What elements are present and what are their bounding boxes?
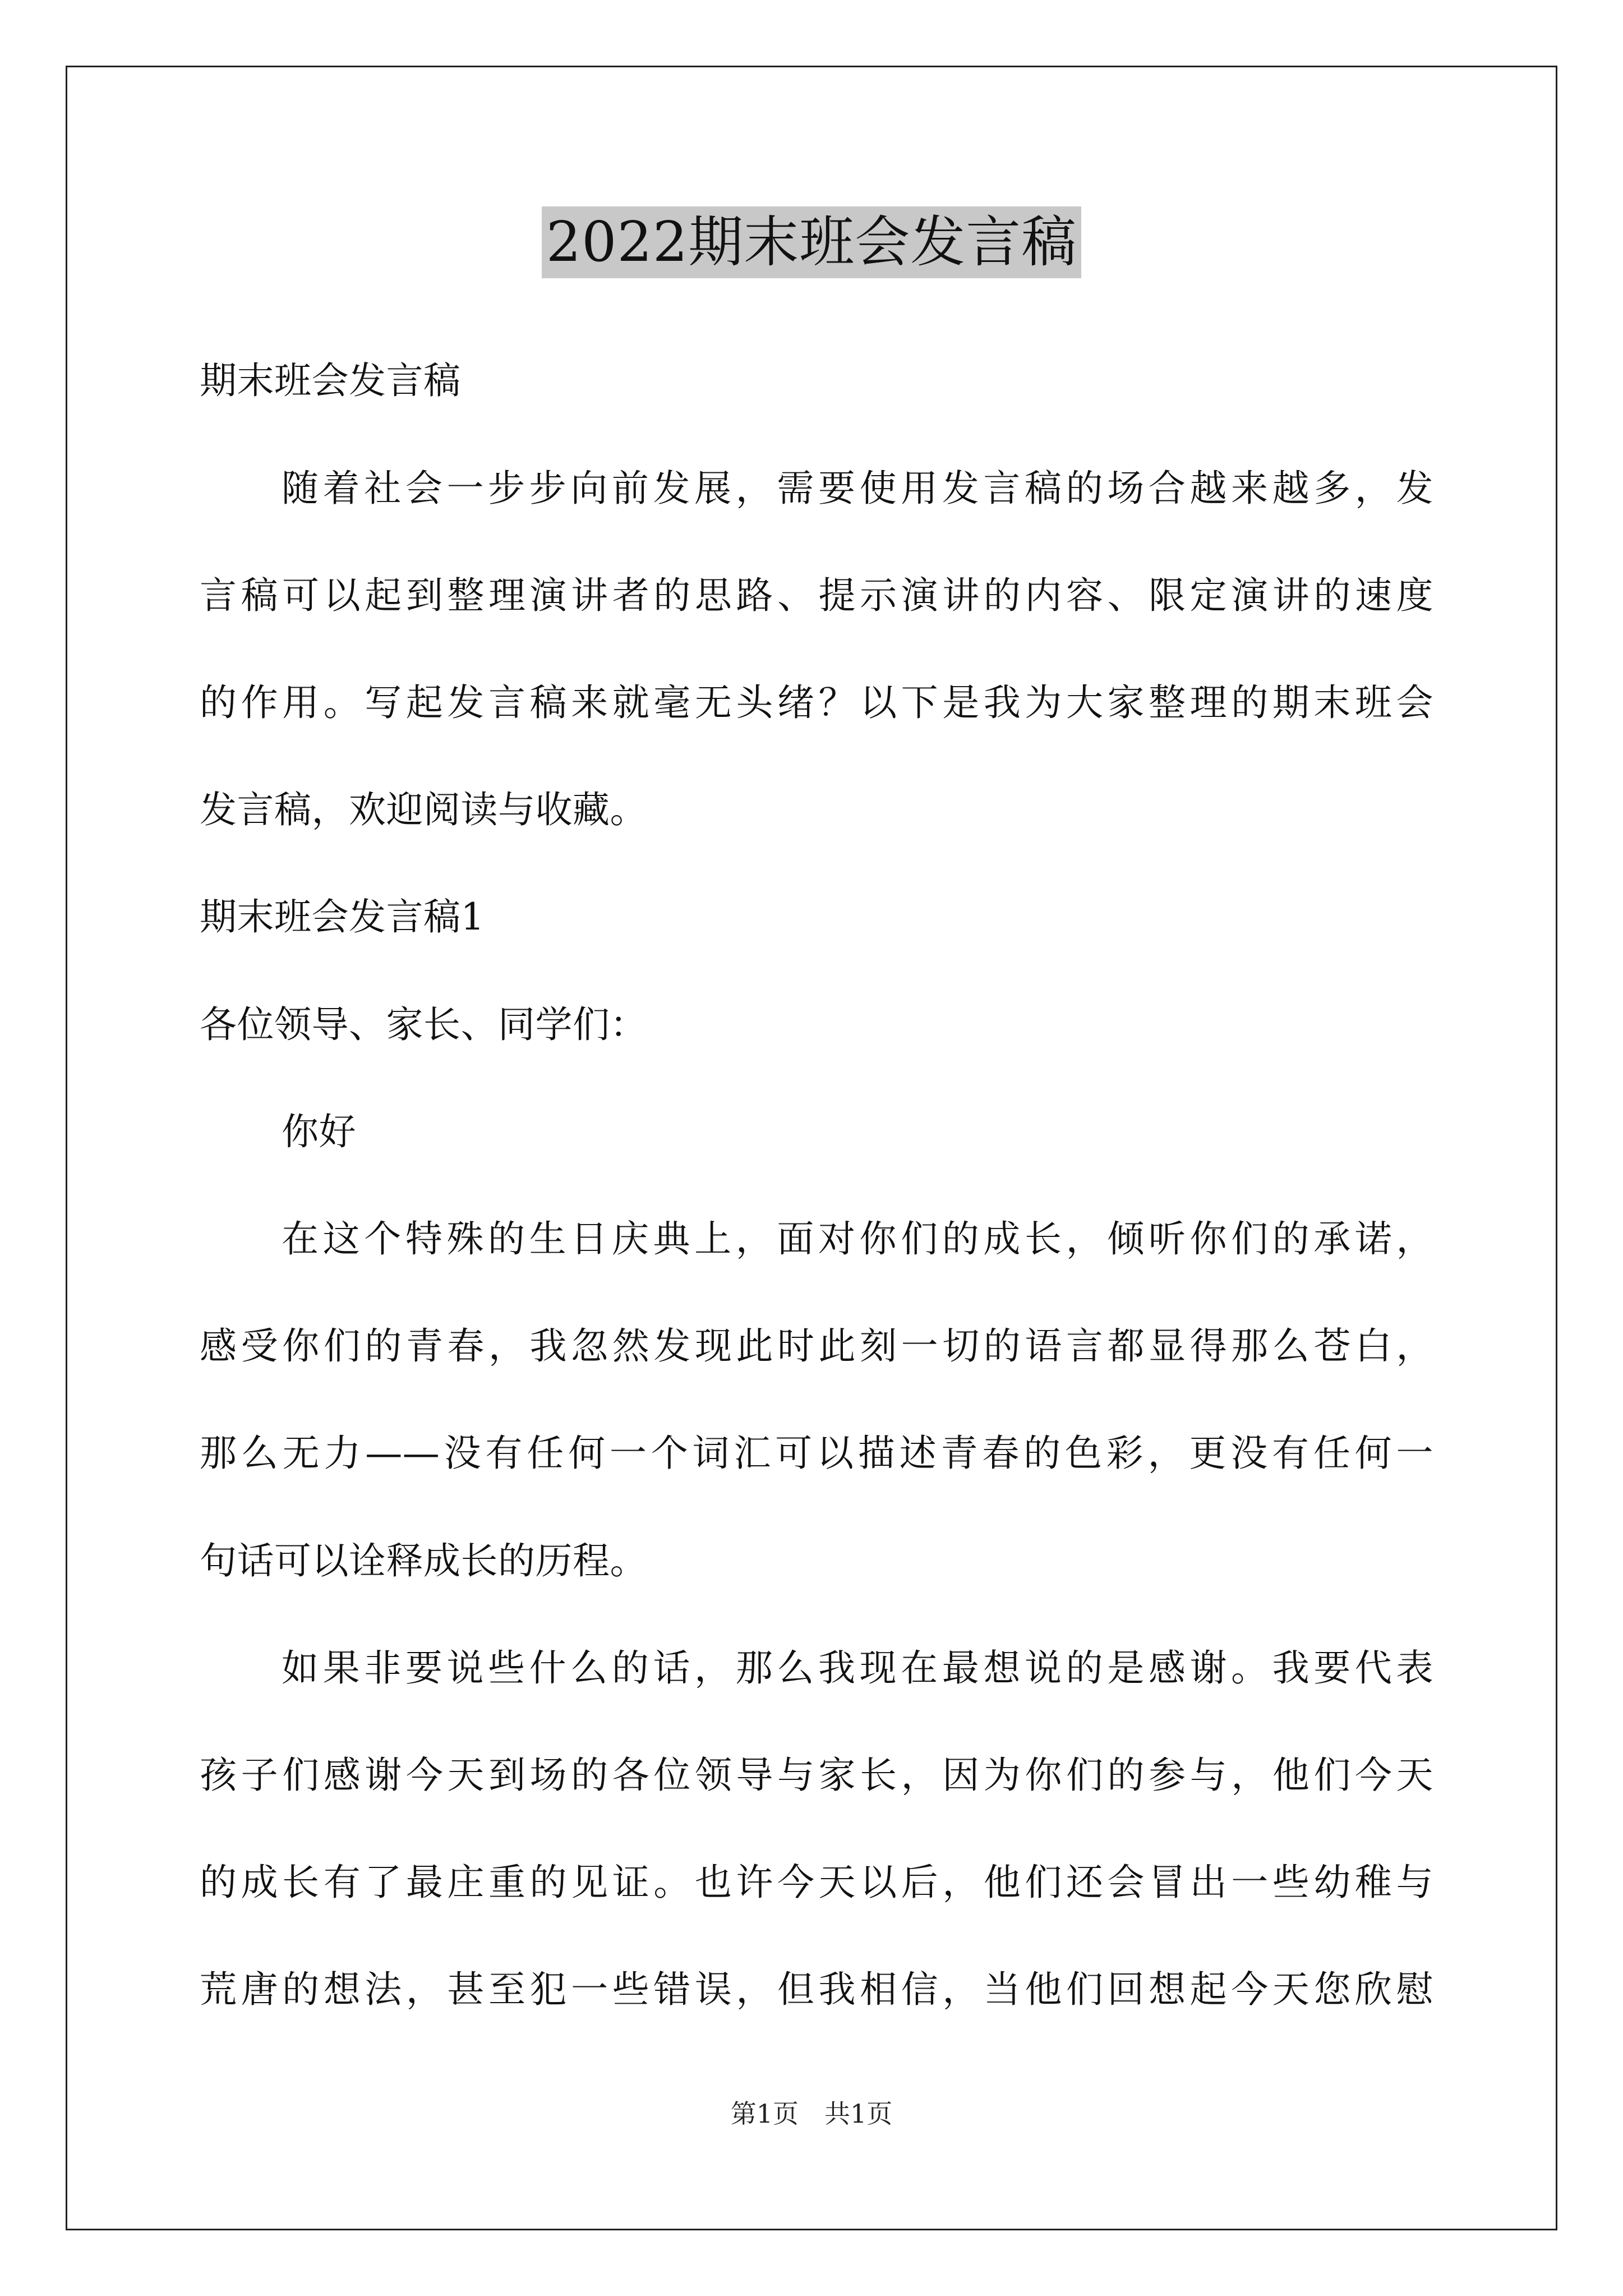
paragraph-line: 句话可以诠释成长的历程。 [200,1539,647,1582]
paragraph-line: 言稿可以起到整理演讲者的思路、提示演讲的内容、限定演讲的速度 [200,574,1433,617]
paragraph-line: 发言稿，欢迎阅读与收藏。 [200,788,647,831]
paragraph-line: 孩子们感谢今天到场的各位领导与家长，因为你们的参与，他们今天 [200,1754,1433,1797]
section-heading: 期末班会发言稿1 [200,895,485,938]
greeting: 你好 [282,1110,356,1153]
subheading: 期末班会发言稿 [200,359,461,402]
page-footer: 第1页 共1页 [730,2099,893,2129]
paragraph-line: 在这个特殊的生日庆典上，面对你们的成长，倾听你们的承诺， [282,1217,1433,1260]
paragraph-line: 如果非要说些什么的话，那么我现在最想说的是感谢。我要代表 [282,1646,1433,1690]
paragraph-line: 荒唐的想法，甚至犯一些错误，但我相信，当他们回想起今天您欣慰 [200,1968,1433,2011]
document-title: 2022期末班会发言稿 [542,206,1081,278]
paragraph-line: 感受你们的青春，我忽然发现此时此刻一切的语言都显得那么苍白， [200,1324,1433,1368]
title-block [0,206,1623,278]
salutation: 各位领导、家长、同学们： [200,1003,647,1046]
paragraph-line: 那么无力——没有任何一个词汇可以描述青春的色彩，更没有任何一 [200,1432,1433,1475]
paragraph-line: 的作用。写起发言稿来就毫无头绪？以下是我为大家整理的期末班会 [200,681,1433,724]
paragraph-line: 的成长有了最庄重的见证。也许今天以后，他们还会冒出一些幼稚与 [200,1861,1433,1904]
paragraph-line: 随着社会一步步向前发展，需要使用发言稿的场合越来越多，发 [282,467,1433,510]
